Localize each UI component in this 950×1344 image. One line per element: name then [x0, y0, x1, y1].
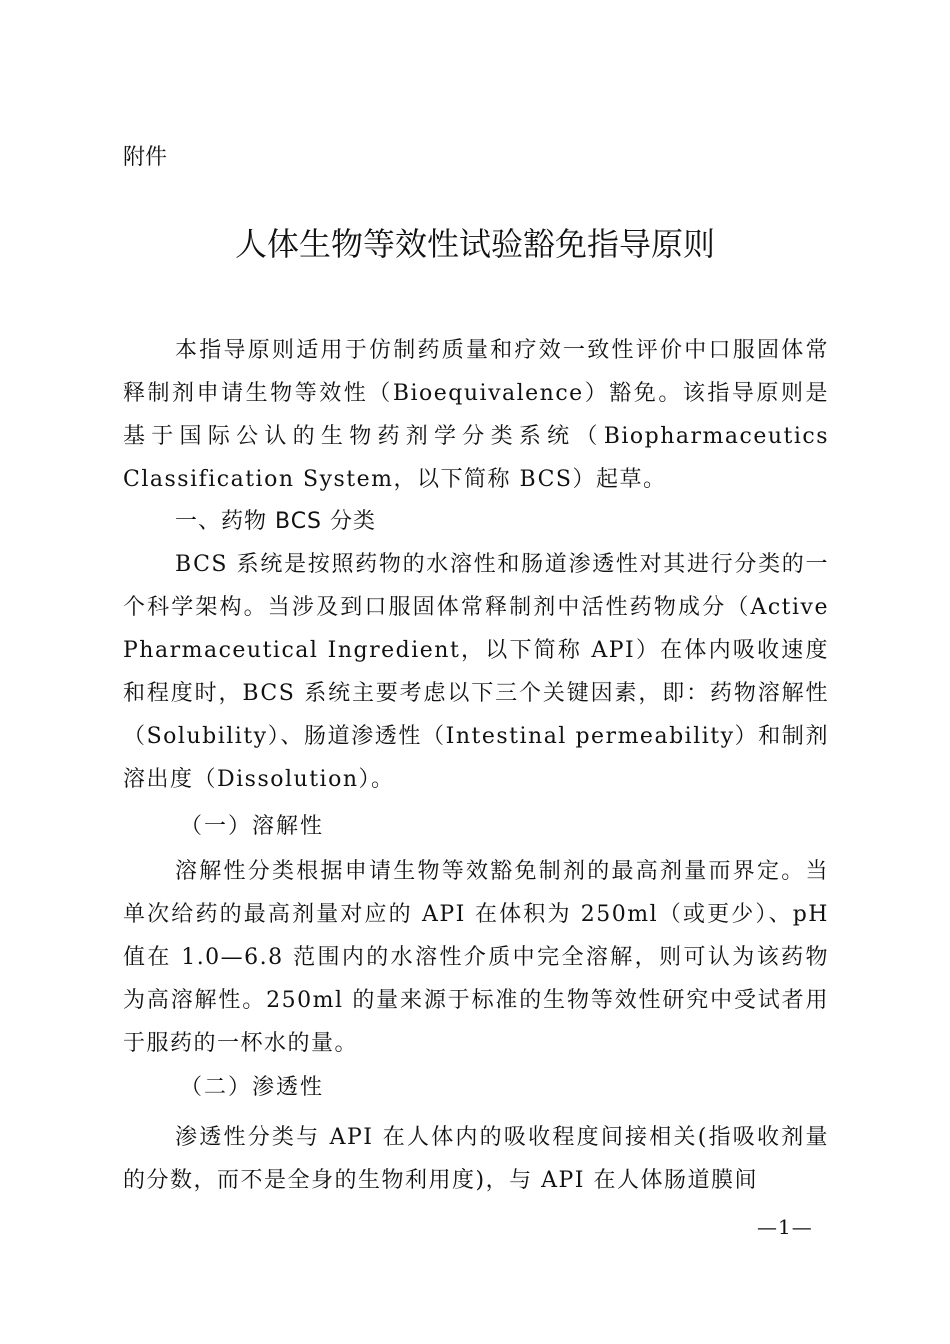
section-heading-bcs-classification: 一、药物 BCS 分类	[175, 509, 377, 534]
intro-paragraph: 本指导原则适用于仿制药质量和疗效一致性评价中口服固体常释制剂申请生物等效性（Bioequivalence）豁免。该指导原则是基于国际公认的生物药剂学分类系统（Biopharmaceutics Classification System，以下简称 BCS）起草。	[123, 338, 829, 492]
intro-block	[123, 329, 829, 501]
document-title: 人体生物等效性试验豁免指导原则	[234, 225, 715, 263]
attachment-label: 附件	[123, 145, 168, 170]
subsection-solubility-body	[123, 850, 829, 1065]
subsection-permeability-paragraph: 渗透性分类与 API 在人体内的吸收程度间接相关(指吸收剂量的分数，而不是全身的生物利用度)，与 API 在人体肠道膜间	[123, 1125, 829, 1193]
subsection-heading-solubility: （一）溶解性	[180, 814, 325, 839]
subsection-permeability-body	[123, 1116, 829, 1202]
subsection-heading-permeability: （二）渗透性	[180, 1075, 325, 1100]
section-bcs-body	[123, 543, 829, 801]
subsection-solubility-paragraph: 溶解性分类根据申请生物等效豁免制剂的最高剂量而界定。当单次给药的最高剂量对应的 API 在体积为 250ml（或更少）、pH 值在 1.0—6.8 范围内的水溶性介质中完全溶解，则可认为该药物为高溶解性。250ml 的量来源于标准的生物等效性研究中受试者用于服药的一杯水的量。	[123, 859, 829, 1056]
page-number: —1—	[757, 1215, 813, 1239]
section-bcs-paragraph: BCS 系统是按照药物的水溶性和肠道渗透性对其进行分类的一个科学架构。当涉及到口服固体常释制剂中活性药物成分（Active Pharmaceutical Ingredient，以下简称 API）在体内吸收速度和程度时，BCS 系统主要考虑以下三个关键因素，即：药物溶解性（Solubility）、肠道渗透性（Intestinal permeability）和制剂溶出度（Dissolution）。	[123, 552, 829, 792]
